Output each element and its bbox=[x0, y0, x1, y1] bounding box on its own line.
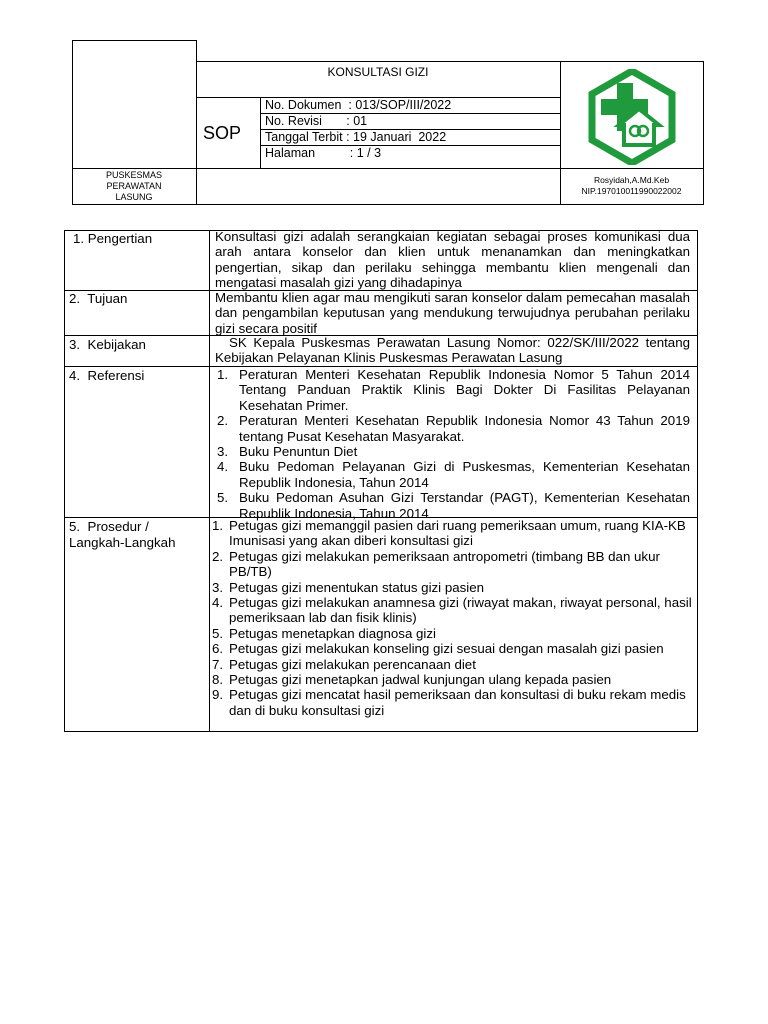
page-number: Halaman : 1 / 3 bbox=[265, 146, 382, 160]
kebijakan-text: SK Kepala Puskesmas Perawatan Lasung Nomor: 022/SK/III/2022 tentang Kebijakan Pelayanan Klinis Puskesmas Perawatan Lasung bbox=[215, 335, 690, 366]
list-item: 2. Peraturan Menteri Kesehatan Republik Indonesia Nomor 43 Tahun 2019 tentang Pusat Kesehatan Masyarakat. bbox=[217, 413, 690, 444]
list-item: 6. Petugas gizi melakukan konseling gizi sesuai dengan masalah gizi pasien bbox=[212, 641, 664, 657]
list-item: 3. Buku Penuntun Diet bbox=[217, 444, 358, 460]
section-label-kebijakan: 3. Kebijakan bbox=[69, 337, 146, 352]
list-item: 3. Petugas gizi menentukan status gizi pasien bbox=[212, 579, 485, 595]
signer-nip: NIP.197010011990022002 bbox=[581, 186, 682, 196]
list-item: 1. Peraturan Menteri Kesehatan Republik Indonesia Nomor 5 Tahun 2014 Tentang Panduan Praktik Klinis Bagi Dokter Di Fasilitas Pelayanan Kesehatan Primer. bbox=[217, 367, 690, 413]
list-item: 1. Petugas gizi memanggil pasien dari ruang pemeriksaan umum, ruang KIA-KB Imunisasi yang akan diberi konsultasi gizi bbox=[212, 518, 686, 549]
document-title: KONSULTASI GIZI bbox=[327, 65, 429, 79]
prosedur-list bbox=[212, 518, 692, 718]
section-label-tujuan: 2. Tujuan bbox=[69, 291, 128, 306]
list-item: 8. Petugas gizi menetapkan jadwal kunjungan ulang kepada pasien bbox=[212, 672, 612, 688]
section-label-pengertian: 1. Pengertian bbox=[73, 231, 153, 246]
revision: No. Revisi : 01 bbox=[265, 114, 368, 128]
list-item: 2. Petugas gizi melakukan pemeriksaan antropometri (timbang BB dan ukur PB/TB) bbox=[212, 548, 660, 580]
issue-date: Tanggal Terbit : 19 Januari 2022 bbox=[265, 130, 447, 144]
tujuan-text: Membantu klien agar mau mengikuti saran konselor dalam pemecahan masalah dan pengambilan keputusan yang mendukung terwujudnya perubahan perilaku gizi secara positif bbox=[215, 290, 690, 336]
section-label-prosedur-line2: Langkah-Langkah bbox=[69, 535, 176, 550]
section-label-referensi: 4. Referensi bbox=[69, 368, 145, 383]
list-item: 9. Petugas gizi mencatat hasil pemeriksaan dan konsultasi di buku rekam medis dan di buku konsultasi gizi bbox=[212, 687, 686, 718]
section-label-prosedur: 5. Prosedur / bbox=[69, 519, 149, 534]
list-item: 4. Petugas gizi melakukan anamnesa gizi (riwayat makan, riwayat personal, hasil pemeriksaan lab dan fisik klinis) bbox=[212, 595, 692, 626]
pengertian-text: Konsultasi gizi adalah serangkaian kegiatan sebagai proses komunikasi dua arah antara konselor dan klien untuk menanamkan dan meningkatkan pengertian, sikap dan perilaku sehingga membantu klien mengenali dan mengatasi masalah gizi yang dihadapinya bbox=[215, 229, 690, 291]
list-item: 7. Petugas gizi melakukan perencanaan diet bbox=[212, 656, 476, 672]
doc-number: No. Dokumen : 013/SOP/III/2022 bbox=[265, 98, 452, 112]
list-item: 5. Petugas menetapkan diagnosa gizi bbox=[212, 625, 436, 641]
puskesmas-logo-icon bbox=[584, 69, 680, 165]
referensi-list bbox=[217, 367, 690, 521]
org-name-line2: PERAWATAN bbox=[106, 181, 162, 191]
list-item: 4. Buku Pedoman Pelayanan Gizi di Puskesmas, Kementerian Kesehatan Republik Indonesia, Tahun 2014 bbox=[217, 459, 690, 490]
org-name-line3: LASUNG bbox=[115, 192, 153, 202]
list-item: 5. Buku Pedoman Asuhan Gizi Terstandar (PAGT), Kementerian Kesehatan Republik Indonesia, Tahun 2014 bbox=[217, 490, 690, 521]
signer-name: Rosyidah,A.Md.Keb bbox=[593, 175, 670, 185]
org-name-line1: PUSKESMAS bbox=[105, 170, 163, 180]
sop-label: SOP bbox=[203, 123, 242, 143]
